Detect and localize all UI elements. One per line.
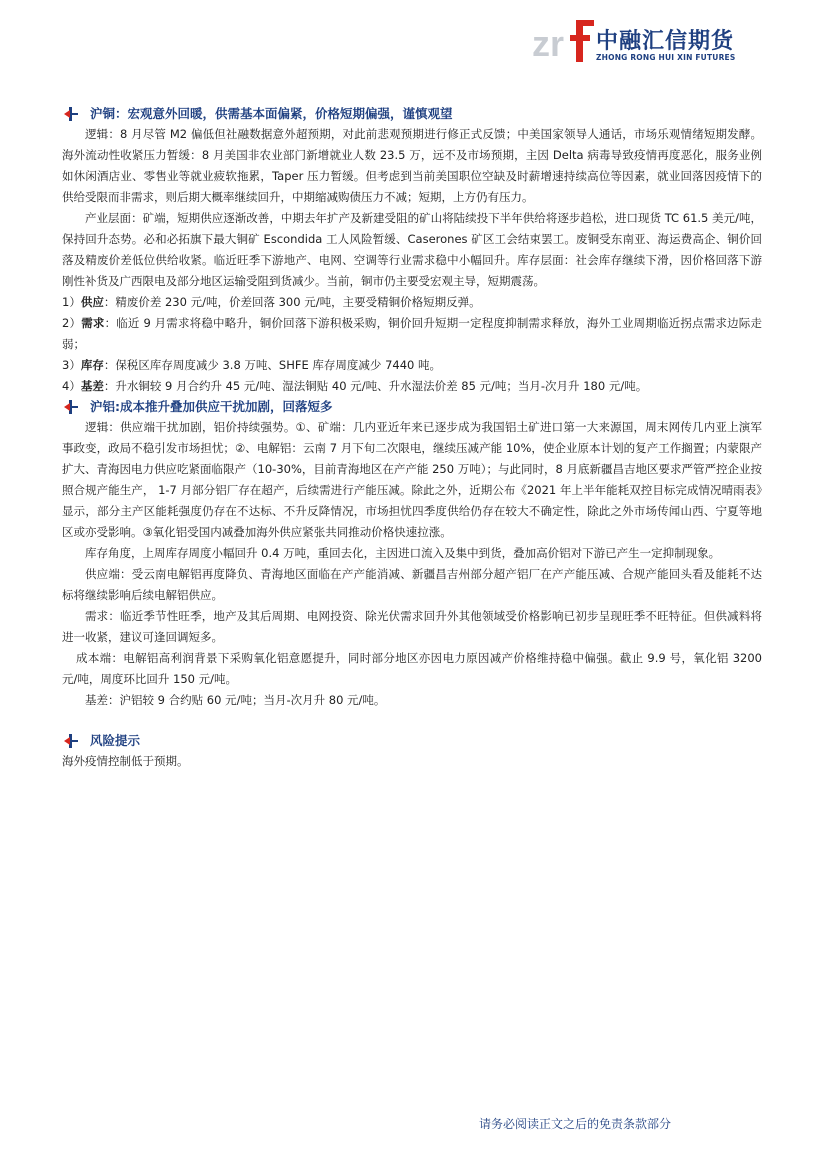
- item-number: 1）: [62, 295, 81, 309]
- item-label-basis: 基差: [80, 379, 104, 393]
- zrf-logo-mark: [532, 18, 596, 64]
- copper-title: 沪铜：宏观意外回暖，供需基本面偏紧，价格短期偏强，谨慎观望: [90, 106, 453, 121]
- disclaimer-footer: 请务必阅读正文之后的免责条款部分: [478, 1117, 671, 1131]
- aluminum-demand-paragraph: 需求：临近季节性旺季，地产及其后周期、电网投资、除光伏需求回升外其他领域受价格影响已初步呈现旺季不旺特征。但供减料将进一收紧，建议可逢回调短多。: [62, 609, 762, 644]
- item-text: ：保税区库存周度减少 3.8 万吨、SHFE 库存周度减少 7440 吨。: [103, 358, 441, 372]
- risk-text: 海外疫情控制低于预期。: [62, 754, 189, 768]
- section-heading-risk: [62, 731, 762, 751]
- item-number: 4）: [62, 379, 81, 393]
- aluminum-inventory-paragraph: 库存角度，上周库存周度小幅回升 0.4 万吨，重回去化，主因进口流入及集中到货，叠加高价铝对下游已产生一定抑制现象。: [85, 546, 721, 560]
- copper-industry-paragraph: 产业层面：矿端，短期供应逐渐改善，中期去年扩产及新建受阻的矿山将陆续投下半年供给将逐步趋松，进口现货 TC 61.5 美元/吨，保持回升态势。必和必拓旗下最大铜矿 Escondida 工人风险暂缓、Caserones 矿区工会结束罢工。废铜受东南亚、海运费高企、铜价回落及精废价差低位供给收紧。临近旺季下游地产、电网、空调等行业需求稳中小幅回升。库存层面：社会库存继续下滑，因价格回落下游刚性补货及广西限电及部分地区运输受阻到货减少。当前，铜市仍主要受宏观主导，短期震荡。: [62, 211, 762, 288]
- brand-name-en: ZHONG RONG HUI XIN FUTURES: [596, 53, 736, 62]
- company-logo: [532, 18, 736, 66]
- copper-logic-paragraph: 逻辑：8 月尽管 M2 偏低但社融数据意外超预期，对此前悲观预期进行修正式反馈；中美国家领导人通话，市场乐观情绪短期发酵。海外流动性收紧压力暂缓：8 月美国非农业部门新增就业人数 23.5 万，远不及市场预期，主因 Delta 病毒导致疫情再度恶化，服务业例如休闲酒店业、零售业等就业疲软拖累，Taper 压力暂缓。但考虑到当前美国职位空缺及时薪增速持续高位等因素，就业回落因疫情下的供给受限而非需求，则后期大概率继续回升，中期缩减购债压力不减；短期，上方仍有压力。: [62, 127, 762, 204]
- copper-item-inventory: [62, 355, 762, 376]
- arrow-bullet-icon: [64, 107, 78, 121]
- aluminum-supply-paragraph: 供应端：受云南电解铝再度降负、青海地区面临在产产能消减、新疆昌吉州部分超产铝厂在产产能压减、合规产能回头看及能耗不达标将继续影响后续电解铝供应。: [62, 567, 762, 602]
- section-heading-aluminum: [62, 397, 762, 417]
- section-heading-copper: [62, 104, 762, 124]
- item-label-inventory: 库存: [80, 358, 104, 372]
- report-body: [62, 104, 762, 772]
- brand-name-cn: 中融汇信期货: [596, 29, 735, 54]
- copper-item-demand: [62, 313, 762, 355]
- copper-item-supply: [62, 292, 762, 313]
- item-text: ：临近 9 月需求将稳中略升，铜价回落下游积极采购，铜价回升短期一定程度抑制需求释放，海外工业周期临近拐点需求边际走弱；: [62, 316, 762, 351]
- copper-item-basis: [62, 376, 762, 397]
- item-text: ：精废价差 230 元/吨，价差回落 300 元/吨，主要受精铜价格短期反弹。: [103, 295, 481, 309]
- item-label-demand: 需求: [81, 316, 105, 330]
- risk-title: 风险提示: [90, 733, 141, 748]
- arrow-bullet-icon: [64, 400, 78, 414]
- item-number: 3）: [62, 358, 81, 372]
- item-text: ：升水铜较 9 月合约升 45 元/吨、湿法铜贴 40 元/吨、升水湿法价差 85 元/吨；当月-次月升 180 元/吨。: [103, 379, 648, 393]
- svg-text:zr: zr: [532, 23, 565, 64]
- aluminum-basis-paragraph: 基差：沪铝较 9 合约贴 60 元/吨；当月-次月升 80 元/吨。: [85, 693, 386, 707]
- arrow-bullet-icon: [64, 734, 78, 748]
- aluminum-logic-paragraph: 逻辑：供应端干扰加剧，铝价持续强势。①、矿端：几内亚近年来已逐步成为我国铝土矿进口第一大来源国，周末网传几内亚上演军事政变，政局不稳引发市场担忧；②、电解铝：云南 7 月下旬二次限电，继续压减产能 10%，使企业原本计划的复产工作搁置；内蒙限产扩大、青海因电力供应吃紧面临限产（10-30%，目前青海地区在产产能 250 万吨）；与此同时，8 月底新疆昌吉地区要求严管严控企业按照合规产能生产， 1-7 月部分铝厂存在超产，后续需进行产能压减。除此之外，近期公布《2021 年上半年能耗双控目标完成情况晴雨表》显示，部分主产区能耗强度仍存在不达标、不升反降情况，市场担忧四季度供给仍存在较大不确定性，除此之外市场传闻山西、宁夏等地区或亦受影响。③氧化铝受国内减叠加海外供应紧张共同推动价格快速拉涨。: [62, 420, 762, 539]
- aluminum-title: 沪铝:成本推升叠加供应干扰加剧，回落短多: [90, 399, 333, 414]
- item-number: 2）: [62, 316, 82, 330]
- aluminum-cost-paragraph: 成本端：电解铝高利润背景下采购氧化铝意愿提升，同时部分地区亦因电力原因减产价格维持稳中偏强。截止 9.9 号，氧化铝 3200 元/吨，周度环比回升 150 元/吨。: [62, 651, 762, 686]
- item-label-supply: 供应: [80, 295, 104, 309]
- section-gap: [62, 711, 762, 731]
